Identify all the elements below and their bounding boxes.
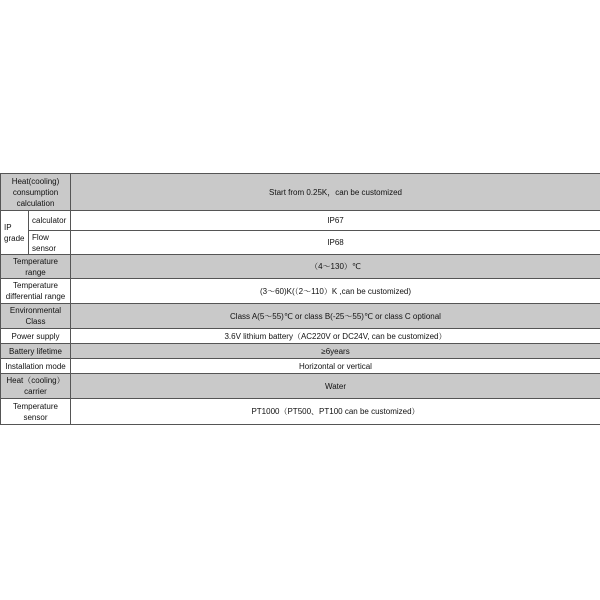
row-temperature-sensor — [1, 399, 600, 425]
temperature-sensor-value: PT1000（PT500、PT100 can be customized） — [71, 399, 600, 425]
row-temperature-differential-range — [1, 279, 600, 304]
temperature-sensor-label: Temperature sensor — [1, 399, 71, 425]
ip-calculator-label: calculator — [29, 211, 71, 231]
ip-flow-sensor-label: Flow sensor — [29, 231, 71, 255]
row-environmental-class — [1, 304, 600, 329]
installation-mode-label: Installation mode — [1, 359, 71, 374]
row-ip-calculator — [1, 211, 600, 231]
heat-calc-value: Start from 0.25K，can be customized — [71, 174, 600, 211]
specification-table — [0, 173, 600, 425]
heat-calc-label: Heat(cooling) consumption calculation — [1, 174, 71, 211]
row-heat-calculation — [1, 174, 600, 211]
row-temperature-range — [1, 255, 600, 279]
environmental-class-label: Environmental Class — [1, 304, 71, 329]
temperature-range-label: Temperature range — [1, 255, 71, 279]
battery-lifetime-value: ≥6years — [71, 344, 600, 359]
heat-carrier-value: Water — [71, 374, 600, 399]
temp-diff-range-label: Temperature differential range — [1, 279, 71, 304]
row-heat-carrier — [1, 374, 600, 399]
row-battery-lifetime — [1, 344, 600, 359]
temperature-range-value: （4～130）℃ — [71, 255, 600, 279]
power-supply-value: 3.6V lithium battery（AC220V or DC24V, can be customized） — [71, 329, 600, 344]
environmental-class-value: Class A(5～55)℃ or class B(-25～55)℃ or class C optional — [71, 304, 600, 329]
ip-calculator-value: IP67 — [71, 211, 600, 231]
battery-lifetime-label: Battery lifetime — [1, 344, 71, 359]
row-ip-flow-sensor — [1, 231, 600, 255]
heat-carrier-label: Heat（cooling） carrier — [1, 374, 71, 399]
ip-flow-sensor-value: IP68 — [71, 231, 600, 255]
temp-diff-range-value: (3～60)K(（2～110）K ,can be customized) — [71, 279, 600, 304]
row-power-supply — [1, 329, 600, 344]
power-supply-label: Power supply — [1, 329, 71, 344]
ip-grade-label: IP grade — [1, 211, 29, 255]
row-installation-mode — [1, 359, 600, 374]
installation-mode-value: Horizontal or vertical — [71, 359, 600, 374]
